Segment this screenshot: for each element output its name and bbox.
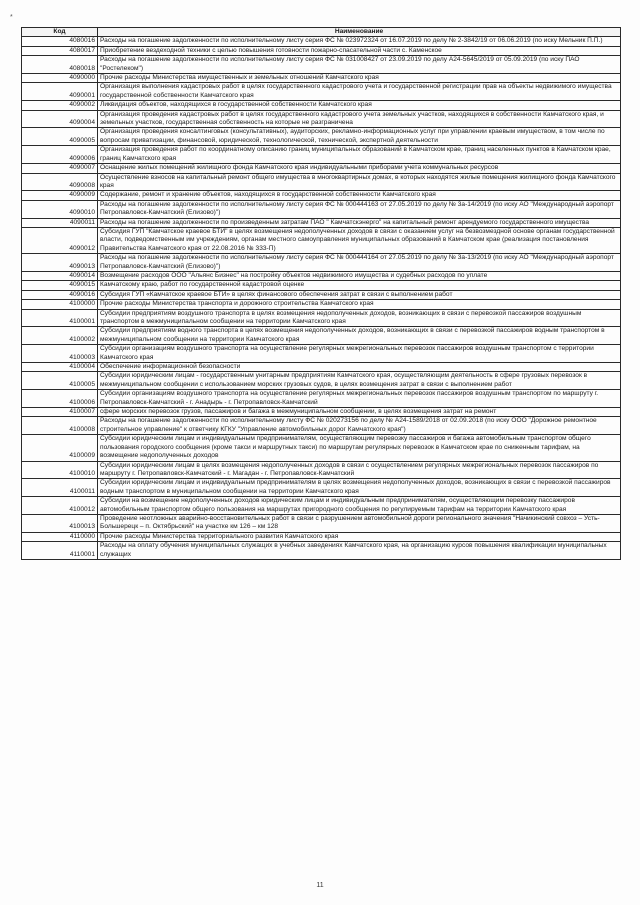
table-row: [22, 372, 621, 390]
table-row: [22, 227, 621, 253]
row-code: 4090016: [22, 290, 98, 299]
table-row: [22, 461, 621, 479]
table-row: [22, 173, 621, 191]
row-name: сфере морских перевозок грузов, пассажиров и багажа в межмуниципальном сообщении, в целях возмещения затрат на ремонт: [98, 408, 621, 417]
row-code: 4090006: [22, 146, 98, 164]
table-row: [22, 191, 621, 200]
row-name: Расходы на погашение задолженности по исполнительному листу серия ФС № 000444164 от 27.05.2019 по делу № 3а-13/2019 (по иску АО "Международный аэропорт Петропавловск-Камчатский (Елизово)"): [98, 254, 621, 272]
table-row: [22, 110, 621, 128]
row-name: Организация проведения кадастровых работ в целях государственного кадастрового учета земельных участков, находящихся в собственности Камчатского края, и земельных участков, государственная собственность на которые не разграничена: [98, 110, 621, 128]
row-code: 4100001: [22, 309, 98, 327]
table-row: [22, 271, 621, 280]
row-name: Ликвидация объектов, находящихся в государственной собственности Камчатского края: [98, 101, 621, 110]
row-name: Субсидии юридическим лицам в целях возмещения недополученных доходов в связи с осуществлением регулярных межрегиональных перевозок пассажиров по маршруту г. Петропавловск-Камчатский - г. Магадан - г. Петропавловск-Камчатский: [98, 461, 621, 479]
row-code: 4100002: [22, 327, 98, 345]
row-name: Субсидии организациям воздушного транспорта на осуществление регулярных межрегиональных перевозок пассажиров воздушным транспортом с территории Камчатского края: [98, 345, 621, 363]
row-name: Камчатскому краю, работ по государственной кадастровой оценке: [98, 281, 621, 290]
row-code: 4100008: [22, 417, 98, 435]
row-name: Расходы на погашение задолженности по исполнительному листу ФС № 020273156 по делу № А24-1589/2018 от 02.09.2018 (по иску ООО "Дорожное ремонтное строительное управление" к ответчику КГКУ "Управление автомобильных дорог Камчатского края"): [98, 417, 621, 435]
row-name: Приобретение вездеходной техники с целью повышения готовности пожарно-спасательной части с. Каменское: [98, 46, 621, 55]
row-name: Субсидии предприятиям водного транспорта в целях возмещения недополученных доходов, возникающих в связи с перевозкой пассажиров водным транспортом в межмуниципальном сообщении на территории Камчатского края: [98, 327, 621, 345]
row-code: 4100012: [22, 497, 98, 515]
table-row: [22, 74, 621, 83]
table-row: [22, 300, 621, 309]
row-name: Прочие расходы Министерства имущественных и земельных отношений Камчатского края: [98, 74, 621, 83]
header-row: [22, 28, 621, 37]
table-row: [22, 390, 621, 408]
table-header: [22, 28, 621, 37]
row-code: 4080017: [22, 46, 98, 55]
row-name: Расходы на оплату обучения муниципальных служащих в учебных заведениях Камчатского края, на организацию курсов повышения квалификации муниципальных служащих: [98, 542, 621, 560]
row-code: 4080016: [22, 37, 98, 46]
table-row: [22, 435, 621, 461]
row-code: 4080018: [22, 56, 98, 74]
row-code: 4100000: [22, 300, 98, 309]
row-code: 4110000: [22, 532, 98, 541]
row-code: 4090015: [22, 281, 98, 290]
table-body: [22, 37, 621, 560]
row-code: 4090013: [22, 254, 98, 272]
table-row: [22, 542, 621, 560]
budget-classification-table: [21, 27, 621, 560]
row-name: Прочие расходы Министерства транспорта и дорожного строительства Камчатского края: [98, 300, 621, 309]
header-name: Наименование: [98, 28, 621, 37]
table-row: [22, 327, 621, 345]
table-row: [22, 164, 621, 173]
table-row: [22, 290, 621, 299]
row-code: 4090005: [22, 128, 98, 146]
row-code: 4090001: [22, 83, 98, 101]
row-name: Организация проведения работ по координатному описанию границ муниципальных образований в Камчатском крае, границ населенных пунктов в Камчатском крае, границ Камчатского края: [98, 146, 621, 164]
table-row: [22, 532, 621, 541]
row-code: 4100009: [22, 435, 98, 461]
table-row: [22, 101, 621, 110]
table-row: [22, 254, 621, 272]
table-row: [22, 128, 621, 146]
table-row: [22, 37, 621, 46]
row-code: 4090007: [22, 164, 98, 173]
table-row: [22, 218, 621, 227]
table-row: [22, 56, 621, 74]
row-code: 4090000: [22, 74, 98, 83]
row-name: Обеспечение информационной безопасности: [98, 363, 621, 372]
table-row: [22, 345, 621, 363]
row-name: Содержание, ремонт и хранение объектов, находящихся в государственной собственности Камчатского края: [98, 191, 621, 200]
table-row: [22, 46, 621, 55]
corner-mark: *: [10, 14, 13, 21]
table-row: [22, 146, 621, 164]
row-code: 4090004: [22, 110, 98, 128]
row-code: 4100010: [22, 461, 98, 479]
row-name: Субсидии предприятиям воздушного транспорта в целях возмещения недополученных доходов, возникающих в связи с перевозкой пассажиров воздушным транспортом в межмуниципальном сообщении на территории Камчатского края: [98, 309, 621, 327]
row-name: Субсидия ГУП «Камчатское краевое БТИ» в целях финансового обеспечения затрат в связи с выполнением работ: [98, 290, 621, 299]
page-number: 11: [316, 882, 324, 889]
table-row: [22, 408, 621, 417]
row-code: 4090014: [22, 271, 98, 280]
row-name: Осуществление взносов на капитальный ремонт общего имущества в многоквартирных домах, в которых находятся жилые помещения жилищного фонда Камчатского края: [98, 173, 621, 191]
table-row: [22, 83, 621, 101]
row-code: 4100006: [22, 390, 98, 408]
table-row: [22, 281, 621, 290]
row-name: Возмещение расходов ООО "Альянс Бизнес" на постройку объектов недвижимого имущества и судебных расходов по уплате: [98, 271, 621, 280]
row-name: Прочие расходы Министерства территориального развития Камчатского края: [98, 532, 621, 541]
row-name: Расходы на погашение задолженности по исполнительному листу серия ФС № 000444163 от 27.05.2019 по делу № 3а-14/2019 (по иску АО "Международный аэропорт Петропавловск-Камчатский (Елизово)"): [98, 200, 621, 218]
row-code: 4100007: [22, 408, 98, 417]
row-name: Субсидии на возмещение недополученных доходов юридическим лицам и индивидуальным предпринимателям, осуществляющим перевозку пассажиров автомобильным транспортом общего пользования на маршрутах пригородного сообщения по регулируемым тарифам на территории Камчатского края: [98, 497, 621, 515]
row-code: 4100004: [22, 363, 98, 372]
row-code: 4090008: [22, 173, 98, 191]
row-name: Расходы на погашение задолженности по исполнительному листу серия ФС № 023972324 от 16.07.2019 по делу № 2-3842/19 от 06.06.2019 (по иску Мельник П.П.): [98, 37, 621, 46]
row-name: Субсидия ГУП "Камчатское краевое БТИ" в целях возмещения недополученных доходов в связи с оказанием услуг на безвозмездной основе органам государственной власти, подведомственным им учреждениям, органам местного самоуправления муниципальных образований в Камчатском крае (реализация постановления Правительства Камчатского края от 22.08.2016 № 333-П): [98, 227, 621, 253]
row-code: 4100005: [22, 372, 98, 390]
row-code: 4100013: [22, 514, 98, 532]
row-code: 4090002: [22, 101, 98, 110]
table-row: [22, 417, 621, 435]
row-name: Оснащение жилых помещений жилищного фонда Камчатского края индивидуальными приборами учета коммунальных ресурсов: [98, 164, 621, 173]
row-code: 4090012: [22, 227, 98, 253]
row-name: Субсидии юридическим лицам и индивидуальным предпринимателям, осуществляющим перевозку пассажиров и багажа автомобильным транспортом общего пользования городского сообщения (кроме такси и маршрутных такси) по маршрутам регулярных перевозок в Камчатском крае по сниженным тарифам, на возмещение недополученных доходов: [98, 435, 621, 461]
table-row: [22, 479, 621, 497]
row-name: Организация выполнения кадастровых работ в целях государственного кадастрового учета и государственной регистрации прав на объекты недвижимого имущества государственной собственности Камчатского края: [98, 83, 621, 101]
table-row: [22, 200, 621, 218]
row-name: Проведение неотложных аварийно-восстановительных работ в связи с разрушением автомобильной дороги регионального значения "Начикинский совхоз – Усть-Большерецк – п. Октябрьский" на участке км 126 – км 128: [98, 514, 621, 532]
row-code: 4090011: [22, 218, 98, 227]
row-name: Расходы на погашение задолженности по произведенным затратам ПАО " Камчатскэнерго" на капитальный ремонт арендуемого государственного имущества: [98, 218, 621, 227]
row-name: Субсидии юридическим лицам - государственным унитарным предприятиям Камчатского края, осуществляющим деятельность в сфере грузовых перевозок в межмуниципальном сообщении с использованием морских грузовых судов, в целях возмещения затрат в связи с выполнением работ: [98, 372, 621, 390]
table-row: [22, 363, 621, 372]
row-code: 4090010: [22, 200, 98, 218]
row-name: Организация проведения консалтинговых (консультативных), аудиторских, рекламно-информационных услуг при управлении краевым имуществом, в том числе по вопросам приватизации, финансовой, юридической, технологической, технической, экспертной деятельности: [98, 128, 621, 146]
row-name: Субсидии юридическим лицам и индивидуальным предпринимателям в целях возмещения недополученных доходов, возникающих в связи с перевозкой пассажиров водным транспортом в муниципальном сообщении на территории Камчатского края: [98, 479, 621, 497]
table-row: [22, 514, 621, 532]
table-row: [22, 309, 621, 327]
row-code: 4100003: [22, 345, 98, 363]
table-row: [22, 497, 621, 515]
row-code: 4100011: [22, 479, 98, 497]
row-code: 4110001: [22, 542, 98, 560]
row-name: Субсидии организациям воздушного транспорта на осуществление регулярных межрегиональных перевозок пассажиров воздушным транспортом по маршруту г. Петропавловск-Камчатский - г. Анадырь - г. Петропавловск-Камчатский: [98, 390, 621, 408]
header-code: Код: [22, 28, 98, 37]
row-code: 4090009: [22, 191, 98, 200]
row-name: Расходы на погашение задолженности по исполнительному листу серия ФС № 031008427 от 23.09.2019 по делу А24-5645/2019 от 05.09.2019 (по иску ПАО "Ростелеком"): [98, 56, 621, 74]
